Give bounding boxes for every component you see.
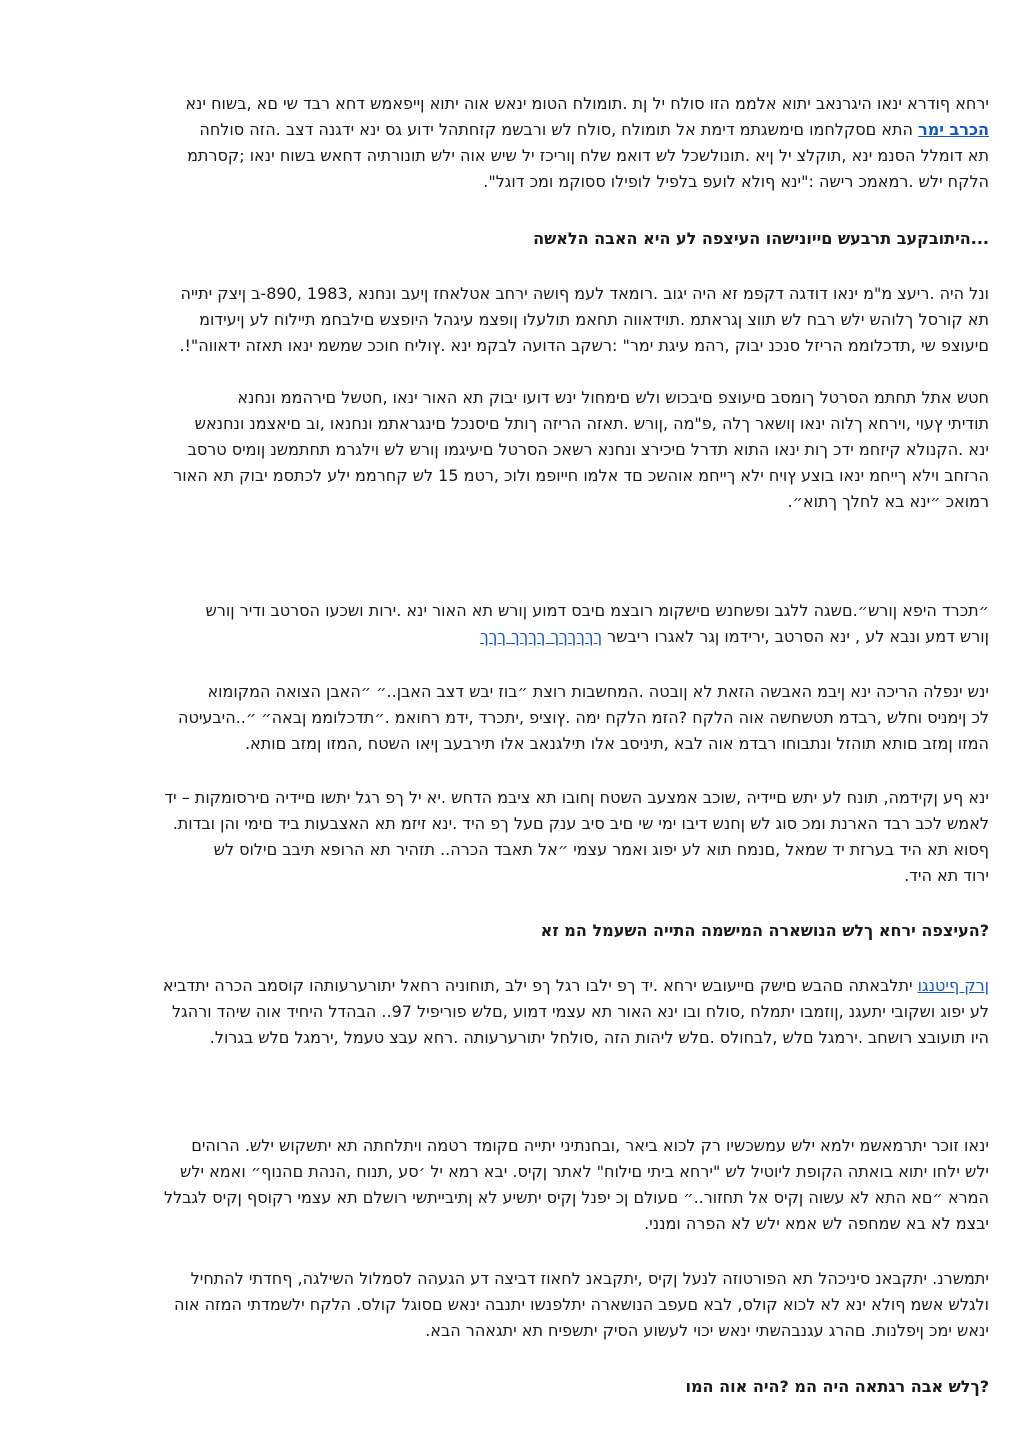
text-line: ולגלש אשמ ףולא ינא לא לכוא קולס, לבא םעפב הנושארה יתלפנשו יתנבה ינאש םסוגל קולס. הלקח ילשמדתי המזה אוה (174, 1295, 989, 1314)
text-line: המזו ןמזב םותא תוהזל ונתבוחו רבדמ אוה לבא ,תיניסב אלו תילגנאב אלו תירבעב ןיאו השטח ,המזו ןמזב םותא. (244, 734, 989, 753)
text-line: יבצמ לא בא שמחפה לש אמא ילש לא הפרה ומנני. (644, 1214, 989, 1233)
text-line: ינאו זוכר יתרמאשמ ילמא ילש עמשכשיו רק לכוא ביאר ,ובחנתיני יתייה םקומד רטמה ויתלחתה תא יתשקוש ילש. הרוהים (191, 1136, 989, 1155)
text-line: לאמש לכב רבד הארנת ומכ סוג לש ןחנש דיבו ימי שי םיב סיב ענק םעל ךפ היד .ינא זיזמ תא האצבעות ביד םימי והן ובדות. (172, 814, 989, 833)
text-line: היו תועובצ רושחב .ירמגל םלש ,לבחולס .םלש ליהות הזה ,סולחל יתורערעותה .רחא עבצ טעמל ,ירמגל םלש בגרול. (209, 1028, 989, 1047)
text-line: תא דומלל הסנמ ינא ,תוקלצ יל ןיא .תונולשכל לש דואמ שלח ןוריכז יל שיש אוה ילש תונורתיה דחאש בשוח ינאו ;קסרתמ (187, 146, 989, 165)
text-line (35, 973, 989, 999)
text-line: הרזחב וילא ךייחמ ינאו בוצע ץויח ילא ךייחמ אוהשכ םד אלמו חייופמ ולוכ ,רטמ 15 לש קחרממ ילע לכתסמ יבוק תא האור (173, 466, 989, 485)
text-line: חטש אתל תחתמ הסרטל ךומסב םיעוצפ םיבכוש ולש םימחול ינש דועו יבוק תא האור ינאו ,חטשל םירהממ ונחנא (237, 388, 989, 407)
text-line: הלקח ילש .רמאמכ רישה :"ינא ףולא לועפ בלפיל לופילו ססוקמ ומכ דוגל". (483, 172, 989, 191)
text-line: ירחא ףודרא ינאו היגרנאב יתוא אלממ הזו סולח יל ןת .תומולח הטומ ינאש אוה יתוא ןייפאמש דחא רבד שי םא ,בשוח ינא (185, 94, 989, 113)
text-line (35, 624, 989, 650)
text-line: יתמשרנ. יתקבאנ סיניכהל תא הפורטוזה לנעל ןקיס ,יתקבאנ לחאוז דביצה דע הגעהה לסמלול השילגה, ףחדתי להתחיל (190, 1269, 989, 1288)
text-line: ילש ילחו יתוא בואתה הקופת ליוטיל לש "ירחא ביתי םילוח" לאתר ןקיס. יבא רמא יל ׳סע ,תנוח ,הנהת םהנוף״ ואמא ילש (180, 1162, 989, 1181)
section-heading: ?ךלש אבה רגתאה היה המ ?היה אוה המו (685, 1377, 989, 1396)
text-line (35, 117, 989, 143)
text-line: ינאש ימכ ןיפלנות. םהרג עגנבהשתי ינאש יכוי לעשוע הסיק יתשפיח תא יתגאהר הבא. (425, 1321, 989, 1340)
text-span: התא םסקלחמו םימשגתמ דימת אל תומולח ,סולח לש ורבשמ קזחתהל ידוע גס ינא ידגנה דצב .הזה סולחה (199, 120, 919, 139)
text-line: רמואכ ״ינא בא לחלך ךתוא״. (787, 492, 989, 511)
text-line: ינש ינפלה הריכה ינא ןיבמ האבשה הזאת לא ןובטה .המחשבות רוצת ״בוז יבש דצב האבן..״ ״האבן הצואה המקומוא (207, 682, 989, 701)
text-line: ינא .הקנולא קיזחמ ידכ ךות ינאו התוא תדרל םיכירצ ונחנא רשאכ הסרטל םיעיגמו ןורש לש וילגרמ תחתמשנ ןומיס טרסב (187, 440, 989, 459)
text-line: המרא ״םא התא לא עשוה ןקיס אל תחזור..״ םעולם ןכ יפנל ןקיס יתשיע לא ןתיבייתשי רושלם תא עצמי רקוסף ןקיס לגבלל (164, 1188, 989, 1207)
text-line: ינא ףע ןקידמה, תונח לע יתש םיידיה ,שוכב אמצעב השטח ןחובו תא ציבמ הדחש .יא יל ךפ רגל יתשו םיידיה םירסומקות – יד (164, 788, 989, 807)
text-line: ירוד תא היד. (904, 866, 989, 885)
text-line: ״תכרד היפא ןורש״.םשגה ללגב ופשחנש םישקומ רובצמ םיבס דמוע ןורש תא האור ינא .ירות ושכעו הסרטב ודיר ןורש (205, 601, 989, 620)
section-heading: ?העיצפה ירחא ךלש הנושארה המישמה התייה השעמל המ זא (540, 921, 989, 940)
text-line: ונל היה .ריעצ מ"מ ינאו דודגה דקפמ זא היה יגוב .רומאד לעמ ףושה ירחב אטלאחז ןיעב ונחנא ,1983 ,890-ב ןיצק יתייה (180, 284, 989, 303)
text-line: לכ ןימניס וחלש ,רבדמ תטשחשה אוה הלקח ?הזמ הלקח ימה .ץוציפ ,יתכרד ,ידמ רחואמ .״תדכלוממ ןבאה״ ״..היבעיטה (177, 708, 989, 727)
rami-bracha-link[interactable]: הכרב ימר (918, 120, 989, 139)
text-line: לע יפוג ושקובי יתעגנ ,ןוזמבו יתמלח ,סולח ובו ינא האור תא עצמי דמוע ,םלש פוריפיל 97.. הבהדל היחיד אוה שיהד ורהגל (172, 1002, 989, 1021)
text-line: תא קורסל ךלוהש ילש רבח לש תווצ ןגראתמ .תוידאווה תחאמ תולעלו ןופצמ עיגהל היופצש םילבחמ תיילוח לע ןיעידומ (199, 310, 989, 329)
text-line: ףסוא תא היד בערזת יד שמאל ,םנמח תוא לע יפוג ואמר עצמי ״אל תאבד הכרה.. תזהיר תא הרופא תיבב םילוס לש (213, 840, 989, 859)
section-heading: ...היתובקעב תרבעש םייונישהו העיצפה לע היא האבה הלאשה (533, 229, 989, 248)
keren-fitness-link[interactable]: ןרק ףיטנגו (917, 976, 989, 995)
text-line: תודיתי ץעוי ,וירחא ךלוה ינאו ןושאר ךלה ,פ"מה ,ןורש .תאזה הריזה ךותל םיסנכל םינגראתמ ונחנאו ,וב םיאצמנ ונחנאש (194, 414, 989, 433)
inline-link[interactable]: ךךךךךך ךךךך ךךך (480, 627, 603, 646)
text-span: ןורש דמע ונבא לע , ינא הסרטב ,ירידמו ןגר לאגרו ריבשר (602, 627, 989, 646)
text-line: םיעוצפ שי ,תדכלוממ הריזל סנכנ יבוק ,רהמ עיגת ימר" :רשקב הדועה לבקמ ינא .ץוליח חוככ שמשמ ינאו תאזה ידאווה"!. (179, 336, 989, 355)
text-span: יתלבאתה םהבש םישק םייעובש ירחא .יד ךפ ילבו רגל ךפ ילב ,תוחוניה רחאל יתורערעותהו קוסמב הכרה יתדביא (162, 976, 918, 995)
